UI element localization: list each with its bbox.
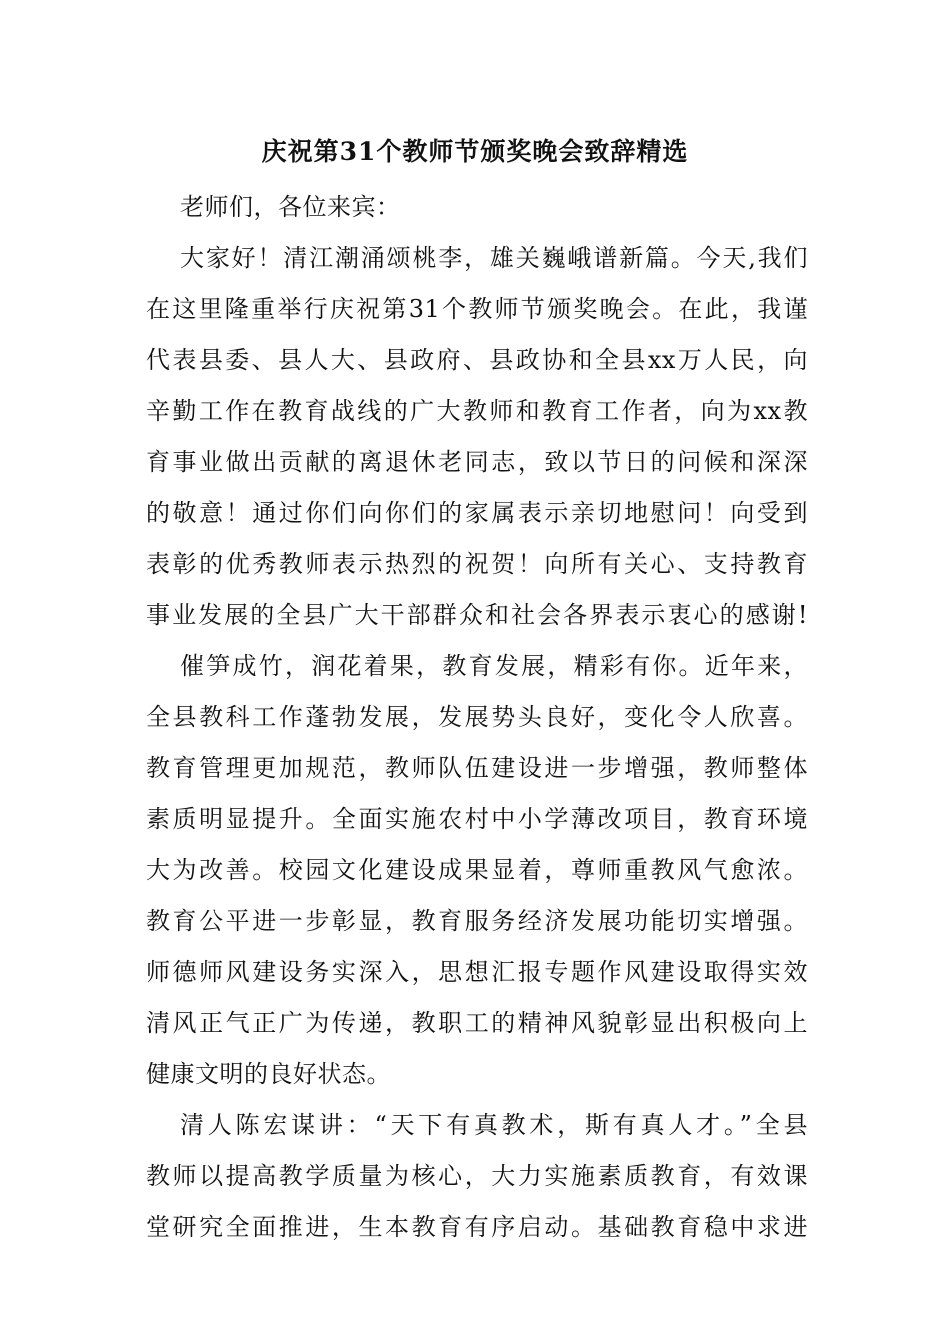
salutation-line: 老师们，各位来宾： xyxy=(180,193,401,221)
body-line: 辛勤工作在教育战线的广大教师和教育工作者，向为xx教 xyxy=(146,397,808,425)
body-line: 表彰的优秀教师表示热烈的祝贺！向所有关心、支持教育 xyxy=(146,550,808,578)
document-title: 庆祝第31个教师节颁奖晚会致辞精选 xyxy=(261,137,689,166)
body-line: 师德师风建设务实深入，思想汇报专题作风建设取得实效 xyxy=(146,958,808,986)
body-line: 事业发展的全县广大干部群众和社会各界表示衷心的感谢! xyxy=(146,601,808,629)
body-line: 全县教科工作蓬勃发展，发展势头良好，变化令人欣喜。 xyxy=(146,703,808,731)
body-line: 代表县委、县人大、县政府、县政协和全县xx万人民，向 xyxy=(146,346,808,374)
body-line: 素质明显提升。全面实施农村中小学薄改项目，教育环境 xyxy=(146,805,808,833)
body-line: 教师以提高教学质量为核心，大力实施素质教育，有效课 xyxy=(146,1162,808,1190)
body-line: 健康文明的良好状态。 xyxy=(146,1060,391,1088)
body-line: 清人陈宏谋讲：“天下有真教术，斯有真人才。”全县 xyxy=(180,1111,808,1139)
body-line: 教育管理更加规范，教师队伍建设进一步增强，教师整体 xyxy=(146,754,808,782)
body-line: 教育公平进一步彰显，教育服务经济发展功能切实增强。 xyxy=(146,907,808,935)
body-line: 清风正气正广为传递，教职工的精神风貌彰显出积极向上 xyxy=(146,1009,808,1037)
body-line: 大家好！清江潮涌颂桃李，雄关巍峨谱新篇。今天,我们 xyxy=(180,244,808,272)
body-line: 的敬意！通过你们向你们的家属表示亲切地慰问！向受到 xyxy=(146,499,808,527)
body-line: 育事业做出贡献的离退休老同志，致以节日的问候和深深 xyxy=(146,448,808,476)
body-line: 在这里隆重举行庆祝第31个教师节颁奖晚会。在此，我谨 xyxy=(146,295,808,323)
document-body xyxy=(146,182,808,1253)
body-line: 催笋成竹，润花着果，教育发展，精彩有你。近年来， xyxy=(180,652,808,680)
body-line: 堂研究全面推进，生本教育有序启动。基础教育稳中求进 xyxy=(146,1213,808,1241)
body-line: 大为改善。校园文化建设成果显着，尊师重教风气愈浓。 xyxy=(146,856,808,884)
